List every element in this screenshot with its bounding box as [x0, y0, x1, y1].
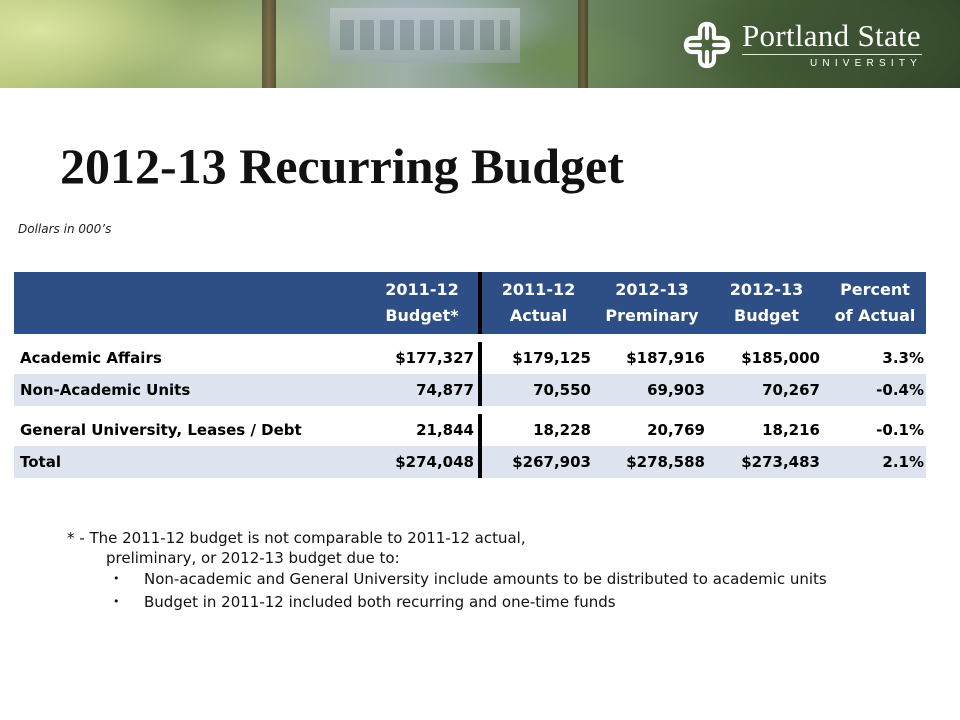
row-label: Total [14, 446, 366, 478]
column-header-line: 2012-13 [729, 280, 804, 299]
logo-rule [742, 54, 922, 55]
units-note: Dollars in 000’s [18, 222, 112, 236]
column-header-line: 2011-12 [501, 280, 576, 299]
cell-budget-2011: 21,844 [366, 414, 480, 446]
cell-budget-2012: 70,267 [709, 374, 824, 406]
list-item [113, 592, 897, 612]
cell-budget-2012: 18,216 [709, 414, 824, 446]
list-item [113, 569, 897, 589]
table-header-row [14, 272, 926, 334]
column-header-percent [824, 272, 926, 334]
psu-logo [682, 20, 922, 70]
column-header-line: Budget [734, 306, 799, 325]
column-header-line: Budget* [385, 306, 459, 325]
row-label: Non-Academic Units [14, 374, 366, 406]
column-header-prelim-2012 [595, 272, 709, 334]
cell-percent: -0.4% [824, 374, 926, 406]
row-label: General University, Leases / Debt [14, 414, 366, 446]
header-banner [0, 0, 960, 88]
cell-actual-2011: $267,903 [480, 446, 595, 478]
logo-subtitle: UNIVERSITY [809, 58, 922, 69]
table-row-total [14, 446, 926, 478]
column-header-budget-2012 [709, 272, 824, 334]
table-row [14, 342, 926, 374]
column-header-line: Actual [509, 306, 568, 325]
footnote-bullets [67, 569, 897, 612]
cell-prelim-2012: 20,769 [595, 414, 709, 446]
psu-logo-icon [682, 20, 732, 70]
bullet-icon: • [113, 595, 120, 608]
footnote-line: preliminary, or 2012-13 budget due to: [106, 549, 400, 567]
bullet-text: Non-academic and General University include amounts to be distributed to academic units [144, 570, 827, 588]
row-label: Academic Affairs [14, 342, 366, 374]
table-spacer [14, 334, 926, 342]
column-header-line: Percent [840, 280, 910, 299]
bullet-icon: • [113, 572, 120, 585]
cell-percent: 3.3% [824, 342, 926, 374]
column-header-line: 2012-13 [615, 280, 689, 299]
cell-percent: -0.1% [824, 414, 926, 446]
cell-budget-2011: $177,327 [366, 342, 480, 374]
cell-percent: 2.1% [824, 446, 926, 478]
budget-table [14, 272, 926, 478]
cell-prelim-2012: $187,916 [595, 342, 709, 374]
cell-prelim-2012: 69,903 [595, 374, 709, 406]
footnote-line: * - The 2011-12 budget is not comparable to 2011-12 actual, [67, 529, 526, 547]
banner-tree-trunk [578, 0, 588, 88]
column-header-line: Preminary [605, 306, 699, 325]
table-row [14, 374, 926, 406]
cell-budget-2012: $273,483 [709, 446, 824, 478]
cell-budget-2012: $185,000 [709, 342, 824, 374]
column-header-line: of Actual [834, 306, 916, 325]
table-spacer [14, 406, 926, 414]
banner-tree-trunk [262, 0, 276, 88]
column-header-line: 2011-12 [385, 280, 459, 299]
column-header-actual-2011 [480, 272, 595, 334]
cell-actual-2011: 18,228 [480, 414, 595, 446]
table-row [14, 414, 926, 446]
column-header-budget-2011 [366, 272, 480, 334]
page-title: 2012-13 Recurring Budget [60, 138, 624, 194]
cell-actual-2011: 70,550 [480, 374, 595, 406]
bullet-text: Budget in 2011-12 included both recurring and one-time funds [144, 593, 616, 611]
footnote [67, 528, 897, 615]
column-header-label [14, 272, 366, 334]
logo-name: Portland State [742, 18, 921, 53]
cell-prelim-2012: $278,588 [595, 446, 709, 478]
cell-budget-2011: 74,877 [366, 374, 480, 406]
cell-actual-2011: $179,125 [480, 342, 595, 374]
banner-building-photo [330, 8, 520, 63]
cell-budget-2011: $274,048 [366, 446, 480, 478]
